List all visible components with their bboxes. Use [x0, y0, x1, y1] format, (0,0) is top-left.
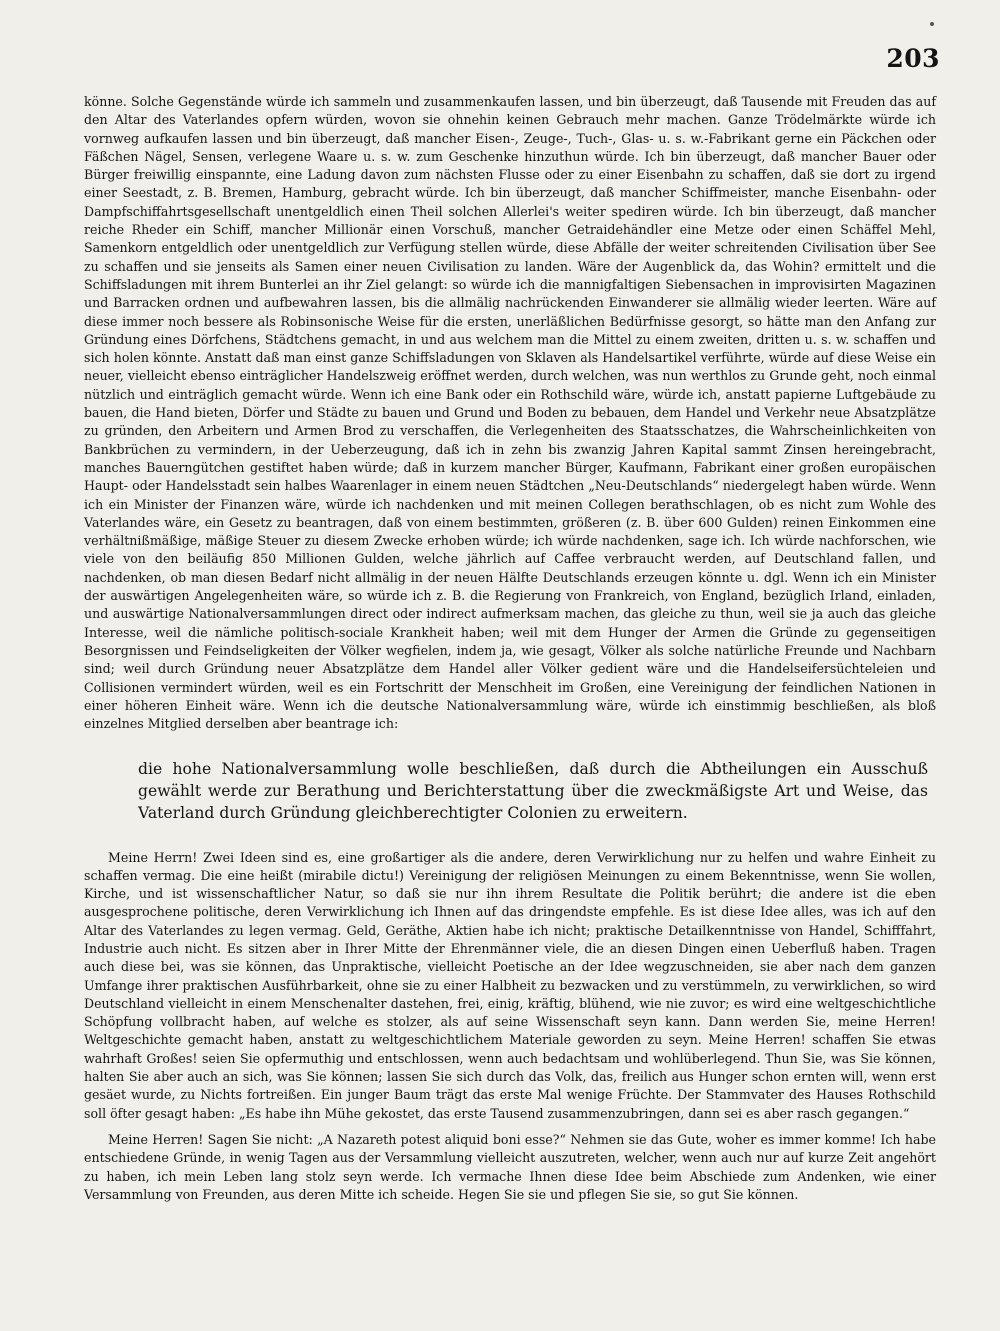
resolution-motion: die hohe Nationalversammlung wolle beschließen, daß durch die Abtheilungen ein Ausschuß gewählt werde zur Berathung und Berichterstattung über die zweckmäßigste Art und Weise, das Vaterland durch Gründung gleichberechtigter Colonien zu erweitern.: [138, 760, 928, 822]
ink-speck: [930, 22, 934, 26]
body-paragraph-3: Meine Herren! Sagen Sie nicht: „A Nazareth potest aliquid boni esse?“ Nehmen sie das Gute, woher es immer komme! Ich habe entschiedene Gründe, in wenig Tagen aus der Versammlung vielleicht auszutreten, welcher, wenn auch nur auf kurze Zeit angehört zu haben, ich mein Leben lang stolz seyn werde. Ich vermache Ihnen diese Idee beim Abschiede zum Andenken, wie einer Versammlung von Freunden, aus deren Mitte ich scheide. Hegen Sie sie und pflegen Sie sie, so gut Sie können.: [84, 1131, 936, 1202]
body-paragraph-1: könne. Solche Gegenstände würde ich sammeln und zusammenkaufen lassen, und bin überzeugt, daß Tausende mit Freuden das auf den Altar des Vaterlandes opfern würden, wovon sie ohnehin keinen Gebrauch mehr machen. Ganze Trödelmärkte würde ich vornweg aufkaufen lassen und bin überzeugt, daß mancher Eisen-, Zeuge-, Tuch-, Glas- u. s. w.-Fabrikant gerne ein Päckchen oder Fäßchen Nägel, Sensen, verlegene Waare u. s. w. zum Geschenke hinzuthun würde. Ich bin überzeugt, daß mancher Bauer oder Bürger freiwillig einspannte, eine Ladung davon zum nächsten Flusse oder zu einer Eisenbahn zu schaffen, daß sie dort zu irgend einer Seestadt, z. B. Bremen, Hamburg, gebracht würde. Ich bin überzeugt, daß mancher Schiffmeister, manche Eisenbahn- oder Dampfschiffahrtsgesellschaft unentgeldlich einen Theil solchen Allerlei's weiter spediren würde. Ich bin überzeugt, daß mancher reiche Rheder ein Schiff, mancher Millionär einen Vorschuß, mancher Getraidehändler eine Metze oder einen Schäffel Mehl, Samenkorn entgeldlich oder unentgeldlich zur Verfügung stellen würde, diese Abfälle der weiter schreitenden Civilisation über See zu schaffen und sie jenseits als Samen einer neuen Civilisation zu landen. Wäre der Augenblick da, das Wohin? ermittelt und die Schiffsladungen mit ihrem Bunterlei an ihr Ziel gelangt: so würde ich die mannigfaltigen Siebensachen in improvisirten Magazinen und Barracken ordnen und aufbewahren lassen, bis die allmälig nachrückenden Einwanderer sie allmälig wieder leerten. Wäre auf diese immer noch bessere als Robinsonische Weise für die ersten, unerläßlichen Bedürfnisse gesorgt, so hätte man den Anfang zur Gründung eines Dörfchens, Städtchens gemacht, in und aus welchem man die Mittel zu einem zweiten, dritten u. s. w. schaffen und sich holen könnte. Anstatt daß man einst ganze Schiffsladungen von Sklaven als Handelsartikel verführte, würde auf diese Weise ein neuer, vielleicht ebenso einträglicher Handelszweig eröffnet werden, durch welchen, was nun werthlos zu Grunde geht, noch einmal nützlich und einträglich gemacht würde. Wenn ich eine Bank oder ein Rothschild wäre, würde ich, anstatt papierne Luftgebäude zu bauen, die Hand bieten, Dörfer und Städte zu bauen und Grund und Boden zu bebauen, dem Handel und Verkehr neue Absatzplätze zu gründen, den Arbeitern und Armen Brod zu verschaffen, die Verlegenheiten des Staatsschatzes, die Wahrscheinlichkeiten von Bankbrüchen zu vermindern, in der Ueberzeugung, daß ich in zehn bis zwanzig Jahren Kapital sammt Zinsen hereingebracht, manches Bauerngütchen gestiftet haben würde; daß in kurzem mancher Bürger, Kaufmann, Fabrikant einer großen europäischen Haupt- oder Handelsstadt sein halbes Waarenlager in einem neuen Städtchen „Neu-Deutschlands“ niedergelegt haben würde. Wenn ich ein Minister der Finanzen wäre, würde ich nachdenken und mit meinen Collegen berathschlagen, ob es nicht zum Wohle des Vaterlandes wäre, ein Gesetz zu beantragen, daß von einem bestimmten, größeren (z. B. über 600 Gulden) reinen Einkommen eine verhältnißmäßige, mäßige Steuer zu diesem Zwecke erhoben würde; ich würde nachdenken, sage ich. Ich würde nachforschen, wie viele von den beiläufig 850 Millionen Gulden, welche jährlich auf Caffee verbraucht werden, auf Deutschland fallen, und nachdenken, ob man diesen Bedarf nicht allmälig in der neuen Hälfte Deutschlands erzeugen könnte u. dgl. Wenn ich ein Minister der auswärtigen Angelegenheiten wäre, so würde ich z. B. die Regierung von Frankreich, von England, bezüglich Irland, einladen, und auswärtige Nationalversammlungen direct oder indirect aufmerksam machen, das gleiche zu thun, weil sie ja auch das gleiche Interesse, weil die nämliche politisch-sociale Krankheit haben; weil mit dem Hunger der Armen die Gründe zu gegenseitigen Besorgnissen und Feindseligkeiten der Völker wegfielen, indem ja, wie gesagt, Völker als solche natürliche Freunde und Nachbarn sind; weil durch Gründung neuer Absatzplätze dem Handel aller Völker gedient wäre und die Handelseifersüchteleien und Collisionen vermindert würden, weil es ein Fortschritt der Menschheit im Großen, eine Vereinigung der feindlichen Nationen in einer höheren Einheit wäre. Wenn ich die deutsche Nationalversammlung wäre, würde ich einstimmig beschließen, als bloß einzelnes Mitglied derselben aber beantrage ich:: [84, 94, 936, 732]
page-number: 203: [886, 44, 940, 73]
body-paragraph-2: Meine Herrn! Zwei Ideen sind es, eine großartiger als die andere, deren Verwirklichung nur zu helfen und wahre Einheit zu schaffen vermag. Die eine heißt (mirabile dictu!) Vereinigung der religiösen Meinungen zu einem Bekenntnisse, wenn Sie wollen, Kirche, und ist wissenschaftlicher Natur, so daß sie nur ihn ihrem Resultate die Politik berührt; die andere ist die eben ausgesprochene politische, deren Verwirklichung ich Ihnen auf das dringendste empfehle. Es ist diese Idee alles, was ich auf den Altar des Vaterlandes zu legen vermag. Geld, Geräthe, Aktien habe ich nicht; praktische Detailkenntnisse von Handel, Schifffahrt, Industrie auch nicht. Es sitzen aber in Ihrer Mitte der Ehrenmänner viele, die an diesen Dingen einen Ueberfluß haben. Tragen auch diese bei, was sie können, das Unpraktische, vielleicht Poetische an der Idee wegzuschneiden, sie aber nach dem ganzen Umfange ihrer praktischen Ausführbarkeit, ohne sie zu einer Halbheit zu bezwacken und zu verstümmeln, zu verwirklichen, so wird Deutschland vielleicht in einem Menschenalter dastehen, frei, einig, kräftig, blühend, wie nie zuvor; es wird eine weltgeschichtliche Schöpfung vollbracht haben, auf welche es stolzer, als auf seine Wissenschaft seyn kann. Dann werden Sie, meine Herren! Weltgeschichte gemacht haben, anstatt zu weltgeschichtlichem Materiale geworden zu seyn. Meine Herren! schaffen Sie etwas wahrhaft Großes! seien Sie opfermuthig und entschlossen, wenn auch bedachtsam und wohlüberlegend. Thun Sie, was Sie können, halten Sie aber auch an sich, was Sie können; lassen Sie sich durch das Volk, das, freilich aus Hunger schon ernten will, wenn erst gesäet wurde, zu Nichts fortreißen. Ein junger Baum trägt das erste Mal wenige Früchte. Der Stammvater des Hauses Rothschild soll öfter gesagt haben: „Es habe ihn Mühe gekostet, das erste Tausend zusammenzubringen, dann sei es aber rasch gegangen.“: [84, 849, 936, 1121]
